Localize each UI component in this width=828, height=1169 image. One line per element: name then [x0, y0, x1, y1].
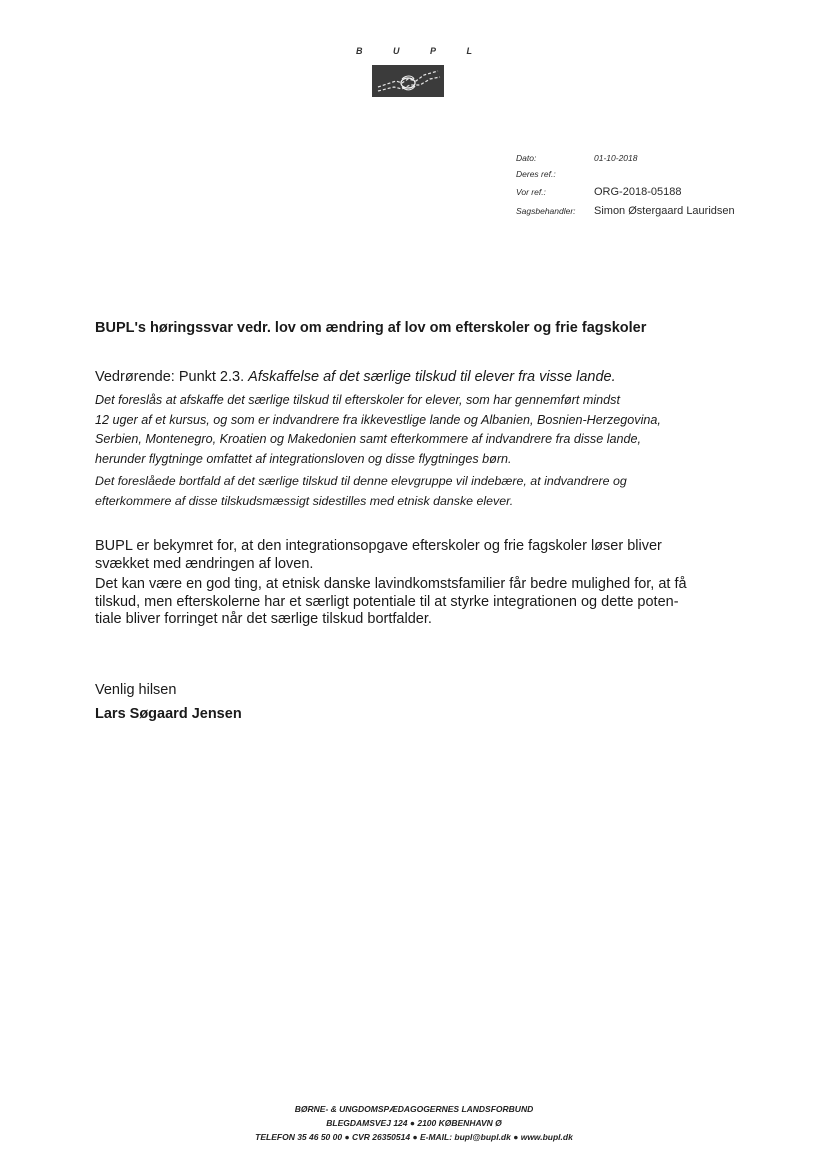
concern-line: svækket med ændringen af loven.	[95, 555, 314, 572]
footer-address: BLEGDAMSVEJ 124 ● 2100 KØBENHAVN Ø	[326, 1118, 502, 1128]
meta-date	[516, 153, 816, 163]
proposal-line: herunder flygtninge omfattet af integrationsloven og disse flygtninges børn.	[95, 451, 512, 466]
proposal-effect-line: efterkommere af disse tilskudsmæssigt sidestilles med etnisk danske elever.	[95, 493, 514, 508]
signature-name: Lars Søgaard Jensen	[95, 706, 242, 722]
footer-contact: TELEFON 35 46 50 00 ● CVR 26350514 ● E-MAIL: bupl@bupl.dk ● www.bupl.dk	[255, 1132, 573, 1142]
proposal-line: Det foreslås at afskaffe det særlige tilskud til efterskoler for elever, som har gennemført mindst	[95, 393, 620, 407]
footer-org-name: BØRNE- & UNGDOMSPÆDAGOGERNES LANDSFORBUND	[294, 1104, 534, 1114]
concern-line: tilskud, men efterskolerne har et særligt potentiale til at styrke integrationen og dette poten-	[95, 593, 679, 610]
your-ref-label: Deres ref.:	[516, 169, 556, 179]
logo-letters	[356, 46, 472, 56]
our-ref-value: ORG-2018-05188	[594, 186, 682, 198]
proposal-paragraph	[95, 391, 735, 469]
closing-greeting: Venlig hilsen	[95, 682, 177, 698]
meta-our-ref	[516, 186, 816, 198]
proposal-effect-line: Det foreslåede bortfald af det særlige tilskud til denne elevgruppe vil indebære, at indvandrere og	[95, 474, 627, 488]
proposal-line: Serbien, Montenegro, Kroatien og Makedonien samt efterkommere af indvandrere fra disse lande,	[95, 432, 642, 446]
date-label: Dato:	[516, 153, 537, 163]
logo-letter: P	[429, 46, 436, 56]
proposal-effect-paragraph	[95, 472, 735, 511]
bupl-logo	[372, 65, 444, 97]
document-title: BUPL's høringssvar vedr. lov om ændring af lov om efterskoler og frie fagskoler	[95, 320, 647, 336]
our-ref-label: Vor ref.:	[516, 187, 546, 197]
concern-line: Det kan være en god ting, at etnisk danske lavindkomstsfamilier får bedre mulighed for, at få	[95, 576, 687, 592]
handler-value: Simon Østergaard Lauridsen	[594, 205, 735, 217]
proposal-line: 12 uger af et kursus, og som er indvandrere fra ikkevestlige lande og Albanien, Bosnien-Herzegovina,	[95, 412, 661, 427]
meta-your-ref	[516, 169, 816, 179]
concern-paragraph-2	[95, 576, 725, 629]
reference-topic: Afskaffelse af det særlige tilskud til elever fra visse lande.	[248, 369, 616, 385]
reference-line	[95, 369, 735, 385]
reference-prefix: Vedrørende: Punkt 2.3.	[95, 369, 249, 385]
concern-line: BUPL er bekymret for, at den integrationsopgave efterskoler og frie fagskoler løser bliver	[95, 538, 662, 554]
concern-paragraph	[95, 538, 715, 573]
date-value: 01-10-2018	[594, 153, 638, 163]
handler-label: Sagsbehandler:	[516, 206, 576, 216]
concern-line: tiale bliver forringet når det særlige tilskud bortfalder.	[95, 611, 432, 627]
logo-letter: B	[356, 46, 363, 56]
meta-handler	[516, 205, 816, 217]
logo-letter: L	[466, 46, 472, 56]
logo-letter: U	[392, 46, 400, 56]
handshake-icon	[372, 65, 444, 97]
